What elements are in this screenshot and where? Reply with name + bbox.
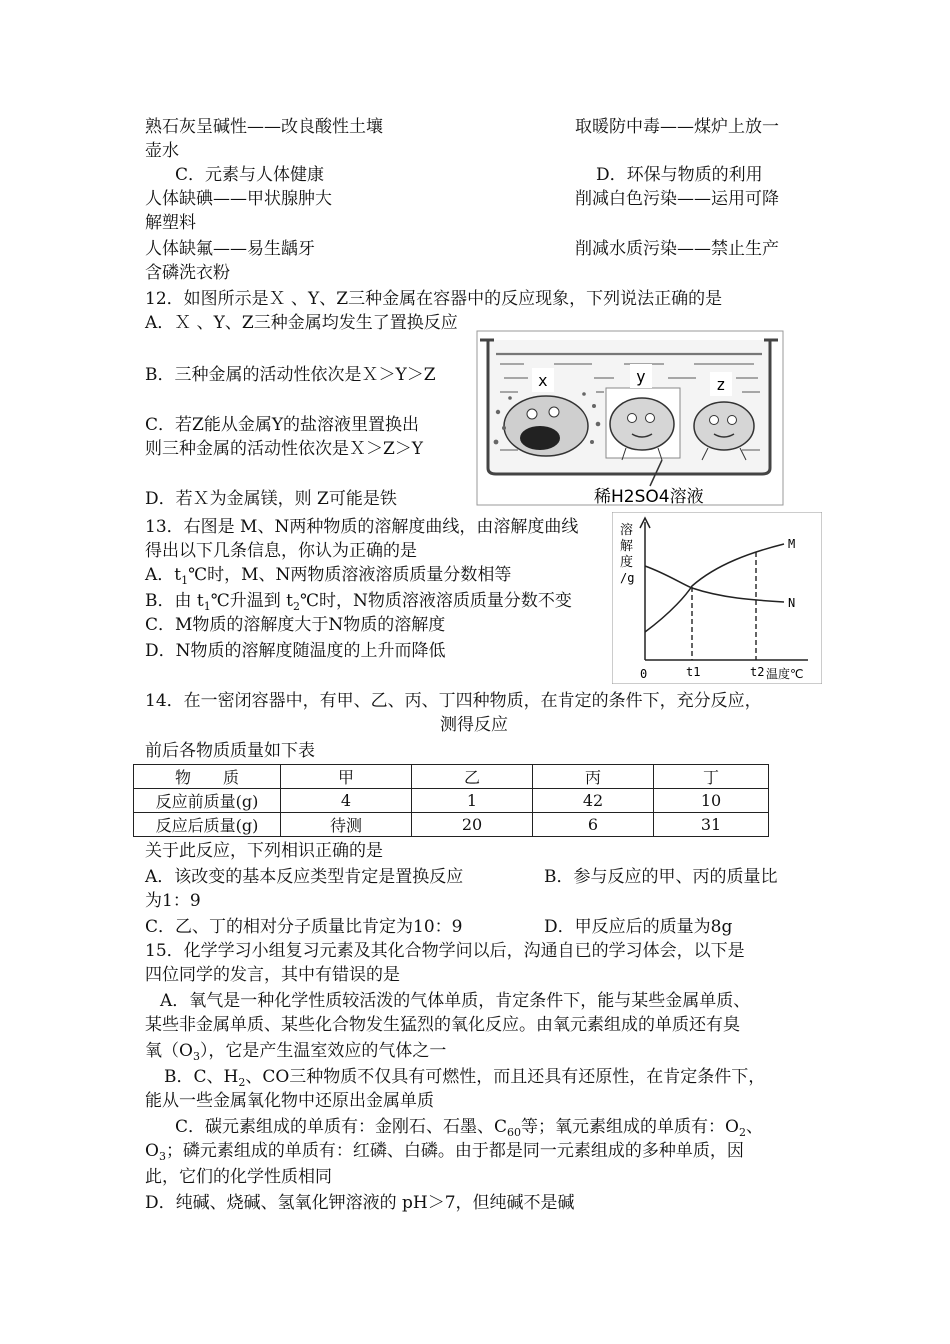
q13-stem-line1: 13．右图是 M、N两种物质的溶解度曲线，由溶解度曲线	[145, 517, 579, 537]
table-header-cell: 丙	[533, 765, 654, 789]
metal-y-lump	[606, 388, 680, 460]
x-axis-label: 温度℃	[766, 667, 804, 681]
q14-stem-line1: 14．在一密闭容器中，有甲、乙、丙、丁四种物质，在肯定的条件下，充分反应，	[145, 691, 762, 711]
q13-option-a: A．$t_1℃$时，M、N两物质溶液溶质质量分数相等	[145, 565, 512, 587]
q11-row1-wrap: 壶水	[145, 141, 179, 161]
q14-option-b: B．参与反应的甲、丙的质量比	[544, 867, 778, 887]
q15-option-d: D．纯碱、烧碱、氢氧化钾溶液的 pH＞7，但纯碱不是碱	[145, 1193, 575, 1213]
table-cell: 10	[654, 789, 769, 813]
label-x: x	[538, 371, 548, 390]
solution-caption: 稀H2SO4溶液	[594, 487, 704, 507]
mass-table	[133, 764, 769, 837]
curve-n-label: N	[788, 596, 796, 610]
q15-option-c-line2: $O_3$；磷元素组成的单质有：红磷、白磷。由于都是同一元素组成的多种单质，因	[145, 1141, 744, 1163]
q11-row3-left: 人体缺氟——易生龋牙	[145, 239, 315, 259]
label-z: z	[716, 375, 726, 394]
q11-row2-right: 削减白色污染——运用可降	[575, 189, 779, 209]
q11-d-heading: D．环保与物质的利用	[596, 165, 763, 185]
table-cell: 31	[654, 813, 769, 837]
q15-option-b-line1: B．C、$H_2$、CO三种物质不仅具有可燃性，而且还具有还原性，在肯定条件下，	[164, 1067, 766, 1089]
q12-option-a: A．Ｘ 、Y、Z三种金属均发生了置换反应	[145, 313, 458, 333]
table-row	[134, 789, 769, 813]
t1-label: t1	[686, 665, 701, 679]
table-row	[134, 813, 769, 837]
q11-row2-left: 人体缺碘——甲状腺肿大	[145, 189, 332, 209]
table-header-cell: 物 质	[134, 765, 281, 789]
q11-row1-left: 熟石灰呈碱性——改良酸性土壤	[145, 117, 383, 137]
table-header-row	[134, 765, 769, 789]
q13-option-c: C．M物质的溶解度大于N物质的溶解度	[145, 615, 446, 635]
table-cell: 6	[533, 813, 654, 837]
table-header-cell: 乙	[412, 765, 533, 789]
curve-m-label: M	[788, 537, 796, 551]
q14-option-a: A．该改变的基本反应类型肯定是置换反应	[145, 867, 464, 887]
q13-stem-line2: 得出以下几条信息，你认为正确的是	[145, 541, 417, 561]
q11-row3-wrap: 含磷洗衣粉	[145, 263, 230, 283]
y-label-4: /g	[620, 571, 635, 585]
q12-option-c-line2: 则三种金属的活动性依次是Ｘ＞Z＞Y	[145, 439, 424, 459]
q13-option-b: B．由 $t_1℃$升温到 $t_2℃$时，N物质溶液溶质质量分数不变	[145, 591, 572, 613]
q15-option-b-line2: 能从一些金属氧化物中还原出金属单质	[145, 1091, 434, 1111]
q11-row3-right: 削减水质污染——禁止生产	[575, 239, 779, 259]
q14-option-d: D．甲反应后的质量为8g	[544, 917, 733, 937]
q12-option-b: B．三种金属的活动性依次是Ｘ＞Y＞Z	[145, 365, 436, 385]
q11-row1-right: 取暖防中毒——煤炉上放一	[575, 117, 779, 137]
q11-c-heading: C．元素与人体健康	[175, 165, 325, 185]
q15-option-a-line3: 氧$(O_3)$，它是产生温室效应的气体之一	[145, 1041, 447, 1063]
origin-label: 0	[640, 667, 648, 681]
table-cell: 4	[281, 789, 412, 813]
q15-option-a-line1: A．氧气是一种化学性质较活泼的气体单质，肯定条件下，能与某些金属单质、	[160, 991, 751, 1011]
q11-row2-wrap: 解塑料	[145, 213, 196, 233]
solubility-graph	[612, 512, 822, 684]
y-label-2: 解	[620, 539, 634, 554]
table-cell: 1	[412, 789, 533, 813]
table-cell: 反应前质量(g)	[134, 789, 281, 813]
q15-option-c-line3: 此，它们的化学性质相同	[145, 1167, 332, 1187]
y-label-1: 溶	[620, 523, 634, 538]
q14-option-b-wrap: 为1：9	[145, 891, 201, 911]
q12-stem: 12．如图所示是Ｘ 、Y、Z三种金属在容器中的反应现象，下列说法正确的是	[145, 289, 723, 309]
table-header-cell: 甲	[281, 765, 412, 789]
q15-option-c-line1: C．碳元素组成的单质有：金刚石、石墨、$C_{60}$等；氧元素组成的单质有：$O_2$、	[175, 1117, 763, 1139]
table-cell: 42	[533, 789, 654, 813]
q14-option-c: C．乙、丁的相对分子质量比肯定为10：9	[145, 917, 463, 937]
table-cell: 反应后质量(g)	[134, 813, 281, 837]
y-label-3: 度	[620, 555, 634, 570]
label-y: y	[636, 367, 646, 386]
q15-option-a-line2: 某些非金属单质、某些化合物发生猛烈的氧化反应。由氧元素组成的单质还有臭	[145, 1015, 740, 1035]
q15-stem-line1: 15．化学学习小组复习元素及其化合物学问以后，沟通自已的学习体会，以下是	[145, 941, 745, 961]
q14-stem-line2: 测得反应	[440, 715, 508, 735]
q15-stem-line2: 四位同学的发言，其中有错误的是	[145, 965, 400, 985]
q14-after-table: 关于此反应，下列相识正确的是	[145, 841, 383, 861]
table-cell: 20	[412, 813, 533, 837]
q13-option-d: D．N物质的溶解度随温度的上升而降低	[145, 641, 446, 661]
table-header-cell: 丁	[654, 765, 769, 789]
q12-option-c-line1: C．若Z能从金属Y的盐溶液里置换出	[145, 415, 420, 435]
beaker-figure	[474, 328, 786, 510]
table-cell: 待测	[281, 813, 412, 837]
q14-stem-line3: 前后各物质质量如下表	[145, 741, 315, 761]
q12-option-d: D．若Ｘ为金属镁，则 Z可能是铁	[145, 489, 397, 509]
t2-label: t2	[750, 665, 765, 679]
